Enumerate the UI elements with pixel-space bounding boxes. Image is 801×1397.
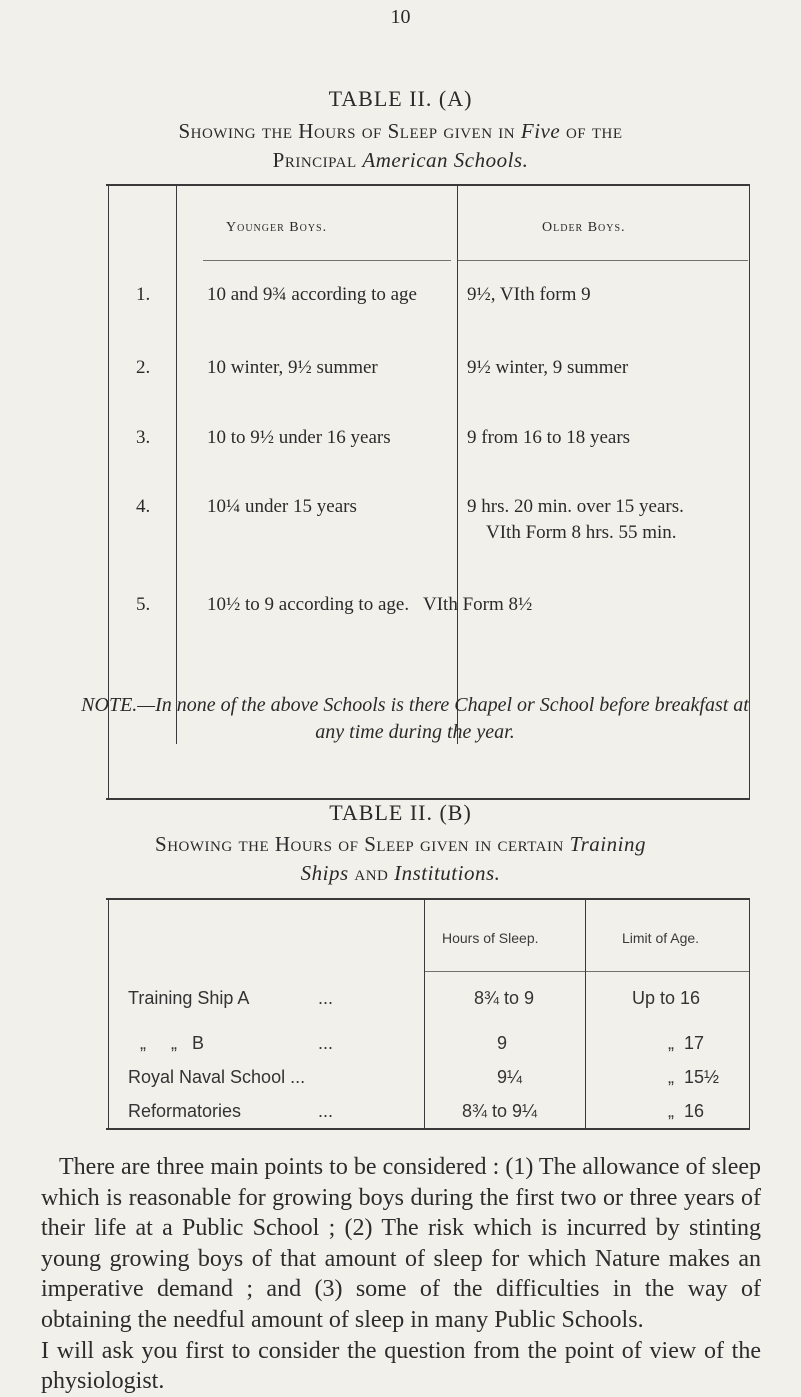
table-b-divider-2: [585, 898, 586, 1129]
table-b-row-dots: ...: [318, 988, 334, 1008]
table-a-note: NOTE.—In none of the above Schools is there Chapel or School before breakfast at any time during the year.: [81, 694, 749, 743]
table-a-subtitle-emph: Five: [520, 119, 561, 143]
table-a-header-older: Older Boys.: [542, 220, 626, 235]
table-b-hours-cell: 9¼: [497, 1067, 523, 1087]
table-b-subtitle-line2: Ships and Institutions.: [300, 861, 501, 885]
table-a-younger-cell: 10 winter, 9½ summer: [207, 357, 378, 378]
table-a-header-rule-right: [458, 260, 748, 261]
note-label: NOTE.: [81, 694, 138, 716]
table-b-divider-1: [424, 898, 425, 1129]
table-a-title: TABLE II. (A): [328, 86, 473, 111]
table-a-row-num: 3.: [136, 427, 151, 448]
page-number: 10: [390, 6, 411, 28]
table-a-row-num: 4.: [136, 496, 151, 517]
table-a-older-cell: 9 from 16 to 18 years: [467, 427, 631, 448]
table-a-header-younger: Younger Boys.: [226, 220, 328, 235]
table-b-hours-cell: 8¾ to 9: [474, 988, 535, 1008]
table-b-left-border: [108, 898, 109, 1129]
table-a-row-num: 1.: [136, 284, 151, 305]
table-b-bottom-rule: [106, 1128, 750, 1130]
table-a-younger-cell: 10 to 9½ under 16 years: [207, 427, 391, 448]
table-a-row-num: 5.: [136, 594, 151, 615]
table-b-title: TABLE II. (B): [329, 800, 472, 825]
table-b-header-limit: Limit of Age.: [622, 930, 700, 946]
table-b-top-rule: [106, 898, 750, 900]
table-b-row-name: Royal Naval School ...: [128, 1067, 306, 1087]
body-paragraph: There are three main points to be considered : (1) The allowance of sleep which is reasonable for growing boys during the first two or three years of their life at a Public School ; (2) The risk which is incurred by stinting young growing boys of that amount of sleep for which Nature makes an imperative demand ; and (3) some of the difficulties in the way of obtaining the needful amount of sleep in many Public Schools.: [41, 1154, 761, 1333]
table-a-row-num: 2.: [136, 357, 151, 378]
table-b-limit-cell: „ 16: [668, 1101, 705, 1121]
table-b-row-name: „ „ B: [140, 1033, 205, 1053]
table-b-hours-cell: 8¾ to 9¼: [462, 1101, 538, 1121]
table-b-subtitle-line1: Showing the Hours of Sleep given in certain Training: [155, 832, 646, 856]
table-a-header-rule-left: [203, 260, 451, 261]
table-a-older-cell: 9½, VIth form 9: [467, 284, 591, 305]
table-b-hours-cell: 9: [497, 1033, 508, 1053]
table-b-right-border: [749, 898, 750, 1129]
table-a-divider-1: [176, 184, 177, 744]
table-b-row-name: Training Ship A: [128, 988, 250, 1008]
table-a-younger-cell: 10 and 9¾ according to age: [207, 284, 417, 305]
body-paragraph: I will ask you first to consider the question from the point of view of the physiologist.: [41, 1337, 761, 1395]
table-b-row-dots: ...: [318, 1101, 334, 1121]
table-a-top-rule: [106, 184, 750, 186]
table-b-limit-cell: Up to 16: [632, 988, 701, 1008]
table-a-subtitle-line1: Showing the Hours of Sleep given in Five of the: [178, 119, 623, 143]
body-text: [41, 1152, 761, 1397]
table-a-subtitle-emph2: American Schools.: [362, 148, 529, 172]
table-a-older-cell: 9 hrs. 20 min. over 15 years.: [467, 496, 684, 517]
table-b-limit-cell: „ 15½: [668, 1067, 720, 1087]
table-b-header-rule: [425, 971, 749, 972]
table-b-limit-cell: „ 17: [668, 1033, 705, 1053]
table-b-row-dots: ...: [318, 1033, 334, 1053]
table-a-younger-cell: 10¼ under 15 years: [207, 496, 357, 517]
table-a-subtitle-line2: Principal American Schools.: [272, 148, 529, 172]
table-a-divider-2: [457, 184, 458, 744]
table-a-combined-cell: 10½ to 9 according to age. VIth Form 8½: [207, 594, 533, 615]
table-b-header-hours: Hours of Sleep.: [442, 930, 539, 946]
table-b-row-name: Reformatories: [128, 1101, 242, 1121]
table-a-older-cell-line2: VIth Form 8 hrs. 55 min.: [486, 522, 677, 543]
table-a-older-cell: 9½ winter, 9 summer: [467, 357, 629, 378]
